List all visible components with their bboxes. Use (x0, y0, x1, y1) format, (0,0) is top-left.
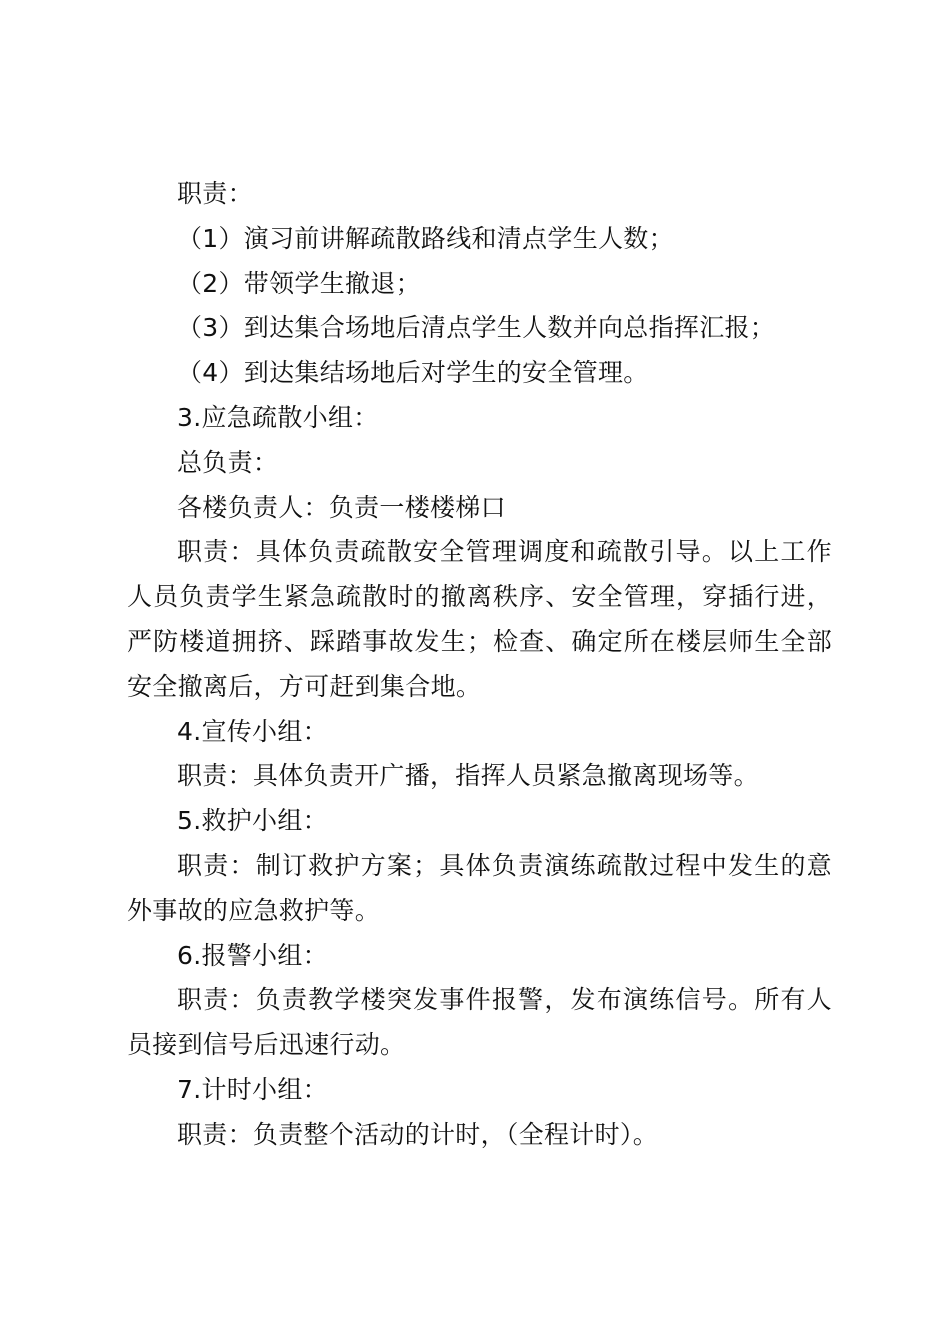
paragraph-rescue-duties: 职责：制订救护方案；具体负责演练疏散过程中发生的意外事故的应急救护等。 (127, 850, 832, 925)
section-heading-rescue-group: 5.救护小组： (177, 806, 328, 836)
paragraph-duties-heading: 职责： (177, 179, 253, 208)
paragraph-publicity-duties: 职责：具体负责开广播，指挥人员紧急撤离现场等。 (177, 761, 759, 791)
section-heading-publicity-group: 4.宣传小组： (177, 716, 328, 746)
document-body (127, 172, 832, 1158)
paragraph-duty-1: （1）演习前讲解疏散路线和清点学生人数； (177, 223, 674, 253)
paragraph-duty-4: （4）到达集结场地后对学生的安全管理。 (177, 358, 649, 388)
paragraph-evacuation-duties: 职责：具体负责疏散安全管理调度和疏散引导。以上工作人员负责学生紧急疏散时的撤离秩序、安全管理，穿插行进，严防楼道拥挤、踩踏事故发生；检查、确定所在楼层师生全部安全撤离后，方可赶到集合地。 (127, 537, 832, 701)
paragraph-timing-duties: 职责：负责整个活动的计时，（全程计时）。 (177, 1119, 659, 1149)
paragraph-duty-3: （3）到达集合场地后清点学生人数并向总指挥汇报； (177, 313, 776, 343)
paragraph-alarm-duties: 职责：负责教学楼突发事件报警，发布演练信号。所有人员接到信号后迅速行动。 (127, 985, 832, 1060)
section-heading-alarm-group: 6.报警小组： (177, 940, 328, 970)
paragraph-duty-2: （2）带领学生撤退； (177, 268, 421, 298)
section-heading-timing-group: 7.计时小组： (177, 1074, 328, 1104)
paragraph-floor-leads: 各楼负责人：负责一楼楼梯口 (177, 492, 506, 522)
section-heading-evacuation-group: 3.应急疏散小组： (177, 402, 379, 432)
paragraph-general-lead: 总负责： (177, 447, 279, 477)
